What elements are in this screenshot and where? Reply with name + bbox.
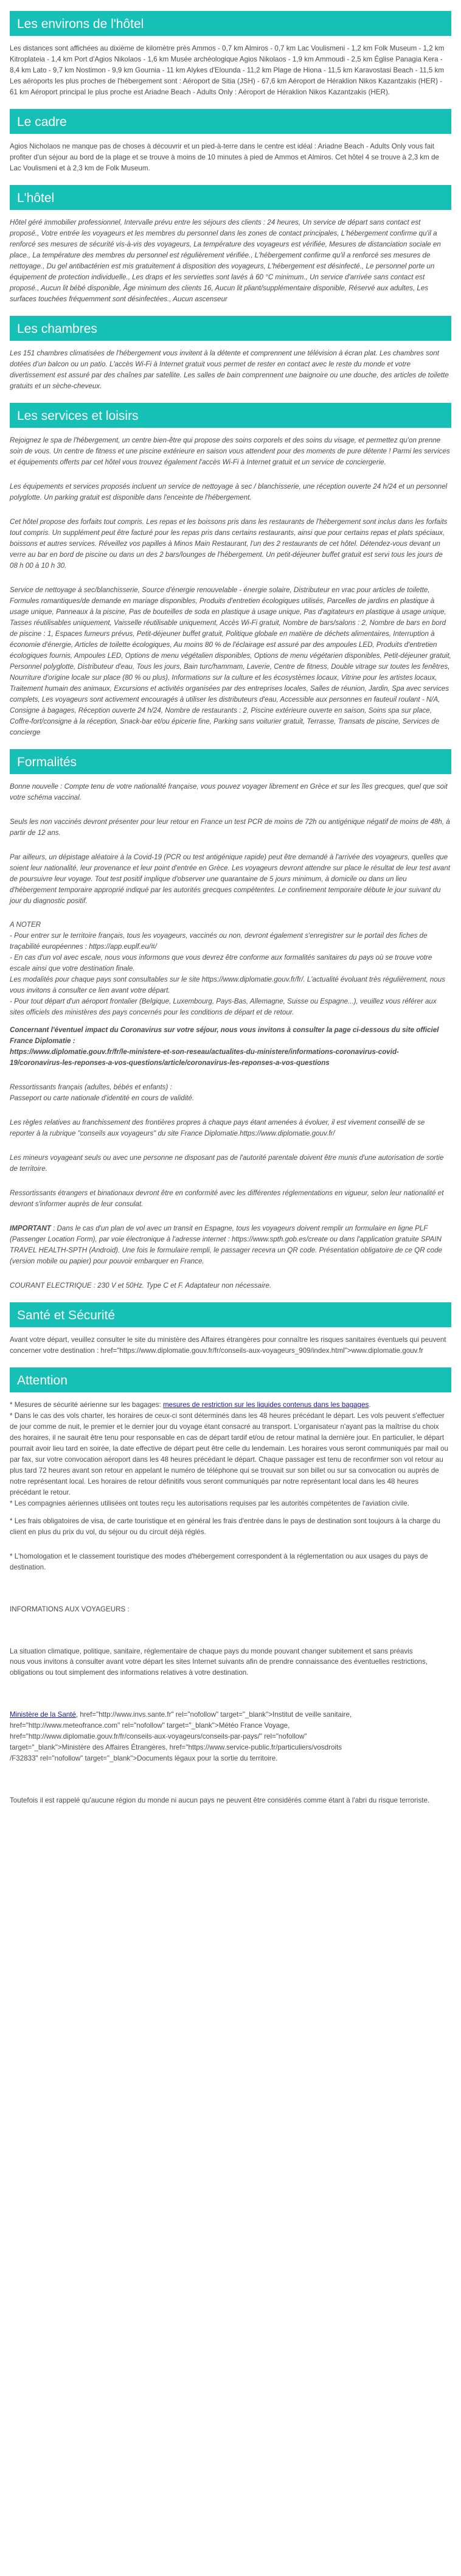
section-chambres xyxy=(10,316,451,392)
chambres-text: Les 151 chambres climatisées de l'hébergement vous invitent à la détente et comprennent une télévision à écran plat. Les chambres sont dotées d'un balcon ou un patio. L'accès Wi-Fi à Internet gratuit vous permet de rester en contact avec le reste du monde et votre divertissement est assuré par des chaînes par satellite. Les salles de bain comprennent une baignoire ou une douche, des articles de toilette gratuits et un sèche-cheveux. xyxy=(10,349,449,391)
formalites-ressortissants-text: Passeport ou carte nationale d'identité en cours de validité. xyxy=(10,1094,195,1103)
spacer xyxy=(10,1685,451,1709)
formalites-paragraph-4: Les règles relatives au franchissement des frontières propres à chaque pays étant amenées à évoluer, il est vivement conseillé de se reporter à la rubrique "conseils aux voyageurs" du site France Diplomatie.https://www.diplomatie.gouv.fr/ xyxy=(10,1119,425,1137)
attention-item-4: * Les frais obligatoires de visa, de carte touristique et en général les frais d'entrée dans le pays de destination sont toujours à la charge du client en plus du prix du vol, du séjour ou du circuit déjà réglés. xyxy=(10,1517,440,1536)
services-paragraph-1: Rejoignez le spa de l'hébergement, un centre bien-être qui propose des soins corporels et des soins du visage, et permettez qu'on prenne soin de vous. Un centre de fitness et une piscine extérieure en saison vous attendent pour des moments de pure détente ! Parmi les services et équipements offerts par cet hôtel vous trouvez également l'accès Wi-Fi à Internet gratuit et un service de conciergerie. xyxy=(10,436,450,467)
attention-links-line-3: href="http://www.diplomatie.gouv.fr/fr/conseils-aux-voyageurs/conseils-par-pays/" rel="nofollow" xyxy=(10,1733,307,1741)
attention-links-line-1 xyxy=(10,1709,451,1720)
formalites-paragraph-1: Bonne nouvelle : Compte tenu de votre nationalité française, vous pouvez voyager librement en Grèce et sur les îles grecques, quel que soit votre schéma vaccinal. xyxy=(10,782,448,801)
attention-info-heading: INFORMATIONS AUX VOYAGEURS : xyxy=(10,1605,130,1613)
formalites-coronavirus-link[interactable]: https://www.diplomatie.gouv.fr/fr/le-ministere-et-son-reseau/actualites-du-ministere/informations-coronavirus-covid-19/coronavirus-les-reponses-a-vos-questions/article/coronavirus-les-reponses-a-vos-questions xyxy=(10,1048,399,1067)
services-paragraph-4: Service de nettoyage à sec/blanchisserie, Source d'énergie renouvelable - énergie solaire, Distributeur en vrac pour articles de toilette, Formules romantiques/de demande en mariage disponibles, Produits d'entretien écologiques utilisés, Parcelles de jardins en plastique à usage unique, Panneaux à la piscine, Pas de bouteilles de soda en plastique à usage unique, Pas d'agitateurs en plastique à usage unique, Tasses réutilisables uniquement, Vaisselle réutilisable uniquement, Accès Wi-Fi gratuit, Nombre de bars/salons : 2, Nombre de bars en bord de piscine : 1, Espaces fumeurs prévus, Petit-déjeuner buffet gratuit, Politique globale en matière de déchets alimentaires, Interruption à économie d'énergie, Articles de toilette écologiques, Au moins 80 % de l'éclairage est assuré par des ampoules LED, Produits d'entretien écologiques fournis, Ampoules LED, Options de menu végétalien disponibles, Options de menu végétarien disponibles, Petit-déjeuner gratuit, Personnel polyglotte, Distributeur d'eau, Tous les jours, Bain turc/hammam, Laverie, Centre de fitness, Double vitrage sur toutes les fenêtres, Nourriture d'origine locale sur place (80 % ou plus), Informations sur la culture et les écosystèmes locaux, Vitrine pour les artistes locaux, Traitement humain des animaux, Excursions et activités organisées par des entreprises locales, Salles de réunion, Jardin, Spa avec services complets, Les voyageurs sont activement encouragés à utiliser les distributeurs d'eau, Accessible aux personnes en fauteuil roulant - N/A, Consigne à bagages, Réception ouverte 24 h/24, Nombre de restaurants : 2, Piscine extérieure ouverte en saison, Soins spa sur place, Coffre-fort/consigne à la réception, Snack-bar et/ou épicerie fine, Parking sans voiturier gratuit, Terrasse, Transats de piscine, Services de concierge xyxy=(10,586,451,736)
attention-links-line-4: target="_blank">Ministère des Affaires Étrangères, href="https://www.service-public.fr/particuliers/vosdroits xyxy=(10,1744,342,1752)
attention-item-1-end: . xyxy=(369,1400,371,1409)
section-attention xyxy=(10,1367,451,1806)
attention-situation-block xyxy=(10,1646,451,1679)
formalites-paragraph-6: Ressortissants étrangers et binationaux devront être en conformité avec les différentes réglementations en vigueur, selon leur nationalité et devront s'informer auprès de leur consulat. xyxy=(10,1189,444,1208)
liquids-restriction-link[interactable]: mesures de restriction sur les liquides contenus dans les bagages xyxy=(162,1400,369,1409)
hotel-text: Hôtel géré immobilier professionnel, Intervalle prévu entre les séjours des clients : 24 heures, Un service de départ sans contact est proposé., Votre entrée les voyageurs et les membres du personnel dans les zones de contact principales, L'hébergement confirme qu'il a renforcé ses mesures de sécurité vis-à-vis des voyageurs, La température des voyageurs est vérifiée, Mesures de distanciation sociale en place., La température des membres du personnel est régulièrement vérifiée., L'hébergement confirme qu'il a renforcé ses mesures de nettoyage., Du gel antibactérien est mis gratuitement à disposition des voyageurs, L'hébergement est désinfecté., Le personnel porte un équipement de protection individuelle., Les draps et les serviettes sont lavés à 60 °C minimum., Un service d'arrivée sans contact est proposé., Aucun lit bébé disponible, Âge minimum des clients 16, Aucun lit pliant/supplémentaire disponible, Réservé aux adultes, Les surfaces touchées fréquemment sont désinfectées., Aucun ascenseur xyxy=(10,218,441,304)
section-title-environs: Les environs de l'hôtel xyxy=(10,11,451,36)
formalites-paragraph-2: Seuls les non vaccinés devront présenter pour leur retour en France un test PCR de moins de 72h ou antigénique négatif de moins de 48h, à partir de 12 ans. xyxy=(10,817,450,837)
section-title-chambres: Les chambres xyxy=(10,316,451,341)
section-title-attention: Attention xyxy=(10,1367,451,1392)
formalites-important-label: IMPORTANT xyxy=(10,1224,51,1232)
formalites-nota-line-4: - Pour tout départ d'un aéroport frontalier (Belgique, Luxembourg, Pays-Bas, Allemagne, Suisse ou Espagne...), veuillez vous référer aux sites officiels des ministères des pays concernés pour les conditions de départ et de retour. xyxy=(10,997,437,1017)
section-hotel xyxy=(10,185,451,305)
attention-item-3: * Les compagnies aériennes utilisées ont toutes reçu les autorisations requises par les autorités compétentes de l'aviation civile. xyxy=(10,1499,409,1507)
environs-text: Les distances sont affichées au dixième de kilomètre près Ammos - 0,7 km Almiros - 0,7 km Lac Voulismeni - 1,2 km Folk Museum - 1,2 km Kitroplateia - 1,4 km Port d'Agios Nikolaos - 1,6 km Musée archéologique Agios Nikolaos - 1,9 km Ammoudi - 2,5 km Église Panagia Kera - 8,4 km Lato - 9,7 km Nostimon - 9,9 km Gournia - 11 km Alykes d'Elounda - 11,2 km Plage de Hiona - 11,5 km Karavostasi Beach - 11,5 km Les aéroports les plus proches de l'hébergement sont : Aéroport de Sitia (JSH) - 67,6 km Aéroport de Héraklion Nikos Kazantzakis (HER) - 61 km Aéroport principal le plus proche est Ariadne Beach - Adults Only : Aéroport de Héraklion Nikos Kazantzakis (HER). xyxy=(10,44,445,97)
section-sante xyxy=(10,1302,451,1356)
section-title-hotel: L'hôtel xyxy=(10,185,451,210)
services-paragraph-2: Les équipements et services proposés incluent un service de nettoyage à sec / blanchisserie, une réception ouverte 24 h/24 et un personnel polyglotte. Un parking gratuit est disponible dans l'enceinte de l'hébergement. xyxy=(10,483,448,502)
spacer xyxy=(10,1771,451,1795)
attention-item-5: * L'homologation et le classement touristique des modes d'hébergement correspondent à la réglementation ou aux usages du pays de destination. xyxy=(10,1552,428,1571)
section-title-cadre: Le cadre xyxy=(10,109,451,134)
attention-item-1-text: * Mesures de sécurité aérienne sur les bagages: xyxy=(10,1400,163,1409)
section-title-formalites: Formalités xyxy=(10,749,451,774)
formalites-important-text: : Dans le cas d'un plan de vol avec un transit en Espagne, tous les voyageurs doivent remplir un formulaire en ligne PLF (Passenger Location Form), par voie électronique à l'adresse internet : https://www.spth.gob.es/create ou dans l'application gratuite SPAIN TRAVEL HEALTH-SPTH (Android). Une fois le formulaire rempli, le passager recevra un QR code. Présentation obligatoire de ce QR code (version mobile ou papier) pour pouvoir embarquer en France. xyxy=(10,1224,442,1265)
formalites-nota-line-2: - En cas d'un vol avec escale, nous vous informons que vous devrez être conforme aux formalités sanitaires du pays où se trouve votre escale ainsi que votre destination finale. xyxy=(10,954,432,973)
section-title-sante: Santé et Sécurité xyxy=(10,1302,451,1327)
attention-block xyxy=(10,1400,451,1509)
formalites-paragraph-5: Les mineurs voyageant seuls ou avec une personne ne disposant pas de l'autorité parentale doivent être munis d'une autorisation de sortie de territoire. xyxy=(10,1153,444,1173)
sante-text: Avant votre départ, veuillez consulter le site du ministère des Affaires étrangères pour connaître les risques sanitaires éventuels qui peuvent concerner votre destination : href="https://www.diplomatie.gouv.fr/fr/conseils-aux-voyageurs_909/index.html">www.diplomatie.gouv.fr xyxy=(10,1335,446,1355)
section-title-services: Les services et loisirs xyxy=(10,403,451,428)
formalites-nota-line-1: - Pour entrer sur le territoire français, tous les voyageurs, vaccinés ou non, devront également s'enregistrer sur le portail des fiches de traçabilité européennes : https://app.euplf.eu/#/ xyxy=(10,932,428,951)
section-services xyxy=(10,403,451,738)
attention-situation-line-1: La situation climatique, politique, sanitaire, réglementaire de chaque pays du monde pouvant changer subitement et sans préavis xyxy=(10,1647,413,1655)
ministere-sante-link[interactable]: Ministère de la Santé xyxy=(10,1711,76,1719)
formalites-ressortissants-label: Ressortissants français (adultes, bébés et enfants) : xyxy=(10,1083,172,1092)
attention-final-note: Toutefois il est rappelé qu'aucune région du monde ni aucun pays ne peuvent être considérés comme étant à l'abri du risque terroriste. xyxy=(10,1796,430,1805)
formalites-paragraph-3: Par ailleurs, un dépistage aléatoire à la Covid-19 (PCR ou test antigénique rapide) peut être demandé à l'arrivée des voyageurs, quelles que soient leur nationalité, leur provenance et leur point d'entrée en Grèce. Les voyageurs devront attendre sur place le résultat de leur test avant de poursuivre leur voyage. Tout test positif implique d'observer une quarantaine de 5 jours minimum, à domicile ou dans un lieu d'hébergement temporaire approprié indiqué par les autorités grecques compétentes. Le confinement temporaire débute le jour suivant du jour du diagnostic positif. xyxy=(10,853,451,905)
attention-links-line-5: /F32833" rel="nofollow" target="_blank">Documents légaux pour la sortie du territoire. xyxy=(10,1754,278,1763)
formalites-coronavirus-intro: Concernant l'éventuel impact du Coronavirus sur votre séjour, nous vous invitons à consulter la page ci-dessous du site officiel France Diplomatie : xyxy=(10,1026,439,1045)
section-formalites xyxy=(10,749,451,1291)
attention-links-line-1-rest: , href="http://www.invs.sante.fr" rel="nofollow" target="_blank">Institut de veille sanitaire, xyxy=(75,1711,352,1719)
spacer xyxy=(10,1622,451,1646)
attention-situation-line-2: nous vous invitons à consulter avant votre départ les sites Internet suivants afin de prendre connaissance des éventuelles restrictions, obligations ou tout simplement des informations relatives à votre destination. xyxy=(10,1658,428,1677)
formalites-ressortissants-block xyxy=(10,1082,451,1104)
attention-item-1 xyxy=(10,1400,451,1411)
formalites-nota-block xyxy=(10,920,451,1018)
formalites-nota-line-3: Les modalités pour chaque pays sont consultables sur le site https://www.diplomatie.gouv.fr/fr/. L'actualité évoluant très régulièrement, nous vous invitons à consulter ce lien avant votre départ. xyxy=(10,976,446,995)
spacer xyxy=(10,1580,451,1604)
attention-item-2: * Dans le cas des vols charter, les horaires de ceux-ci sont déterminés dans les 48 heures précédant le départ. Les vols peuvent s'effectuer de jour comme de nuit, le premier et le dernier jour du voyage étant consacré au transport. L'organisateur n'ayant pas la maîtrise du choix des horaires, il ne saurait être tenu pour responsable en cas de départ tardif et/ou de retour matinal la dernière jour. En particulier, le départ pourrait avoir lieu tard en soirée, la date effective de départ peut être celle du lendemain. Les horaires vous seront communiqués par mail ou par fax, sur votre convocation aéroport dans les 48 heures précédant le départ. Chaque passager est tenu de reconfirmer son vol retour au plus tard 72 heures avant son retour en appelant le numéro de téléphone qui se trouvait sur son billet ou sur sa convocation ou auprès de notre représentant local. Les horaires de retour définitifs vous seront communiqués par notre représentant local dans les 48 heures précédant le retour. xyxy=(10,1411,448,1496)
attention-links-line-2: href="http://www.meteofrance.com" rel="nofollow" target="_blank">Météo France Voyage, xyxy=(10,1722,290,1730)
section-cadre xyxy=(10,109,451,174)
cadre-text: Agios Nicholaos ne manque pas de choses à découvrir et un pied-à-terre dans le centre est idéal : Ariadne Beach - Adults Only vous fait profiter d'un séjour au bord de la plage et se trouve à moins de 10 minutes à pied de Ammos et Almiros. Cet hôtel 4 se trouve à 2,3 km de Lac Voulismeni et à 2,3 km de Folk Museum. xyxy=(10,142,439,173)
formalites-nota-label: A NOTER xyxy=(10,921,41,929)
formalites-courant: COURANT ELECTRIQUE : 230 V et 50Hz. Type C et F. Adaptateur non nécessaire. xyxy=(10,1281,272,1290)
attention-links-block xyxy=(10,1709,451,1764)
services-paragraph-3: Cet hôtel propose des forfaits tout compris. Les repas et les boissons pris dans les restaurants de l'hébergement sont inclus dans les forfaits tout compris. Un supplément peut être facturé pour les repas pris dans certains restaurants, ainsi que pour certains repas et plats spéciaux, boissons et autres services. Réveillez vos papilles à Minos Main Restaurant, l'un des 2 restaurants de cet hôtel. Détendez-vous devant un verre au bar en bord de piscine ou dans un des 2 bars/lounges de l'hébergement. Un petit-déjeuner buffet gratuit est servi tous les jours de 08 h 00 à 10 h 30. xyxy=(10,518,448,570)
section-environs xyxy=(10,11,451,98)
formalites-important-block xyxy=(10,1223,451,1267)
formalites-coronavirus-block xyxy=(10,1025,451,1069)
